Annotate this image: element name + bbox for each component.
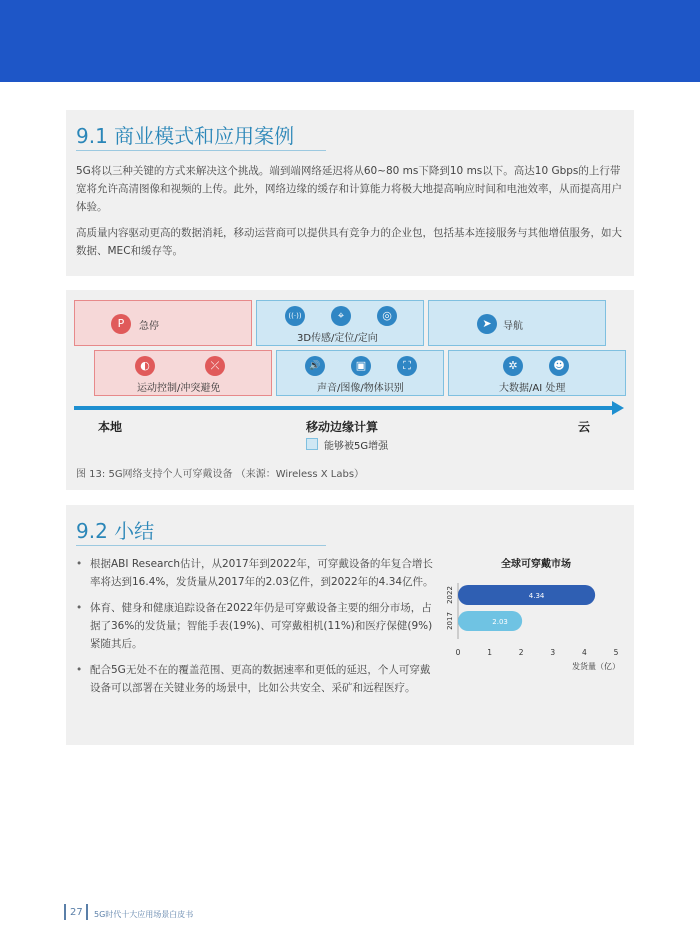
bar-2022 [458,585,595,605]
x-tick-label: 2 [518,648,524,657]
document-title: 5G时代十大应用场景白皮书 [94,910,194,919]
brain-icon: ☻ [549,356,569,376]
box-big-data [448,350,626,396]
continuum-arrow [74,406,614,410]
x-axis-label: 发货量（亿） [572,662,620,671]
figure-caption: 图 13: 5G网络支持个人可穿戴设备 （来源：Wireless X Labs） [76,469,365,480]
image-icon: ▣ [351,356,371,376]
list-item: • 配合5G无处不在的覆盖范围、更高的数据速率和更低的延迟，个人可穿戴设备可以部署在关键业务的场景中，比如公共安全、采矿和远程医疗。 [76,661,436,697]
figure-wearables [66,290,634,490]
legend-label: 能够被5G增强 [324,441,389,452]
section-summary [66,505,634,745]
paragraph: 5G将以三种关键的方式来解决这个挑战。端到端网络延迟将从60~80 ms下降到10 ms以下。高达10 Gbps的上行带宽将允许高清图像和视频的上传。此外，网络边缘的缓存和计算能力将极大地提高响应时间和电池效率，从而提高用户体验。 [76,165,622,213]
x-tick-label: 5 [613,648,619,657]
scan-icon: ⛶ [397,356,417,376]
radio-icon: ((·)) [285,306,305,326]
box-label: 3D传感/定位/定向 [297,333,378,344]
footer-divider [86,904,88,920]
title-divider [76,545,326,546]
paragraph: 高质量内容驱动更高的数据消耗，移动运营商可以提供具有竞争力的企业包，包括基本连接服务与其他增值服务，如大数据、MEC和缓存等。 [76,227,622,257]
network-icon: ✲ [503,356,523,376]
box-sensing [256,300,424,346]
bar-value-label: 2.03 [492,618,508,626]
navigation-icon: ➤ [477,314,497,334]
x-tick-label: 4 [582,648,587,657]
list-item: • 体育、健身和健康追踪设备在2022年仍是可穿戴设备主要的细分市场，占据了36%的发货量；智能手表(19%)、可穿戴相机(11%)和医疗保健(9%)紧随其后。 [76,599,436,653]
title-divider [76,150,326,151]
box-label: 急停 [139,321,159,332]
box-label: 导航 [503,321,523,332]
chart-title: 全球可穿戴市场 [501,559,571,570]
bar-2017 [458,611,522,631]
bar-value-label: 4.34 [528,592,545,600]
section-business-models [66,110,634,276]
arrow-head-icon [612,401,624,415]
x-tick-label: 1 [487,648,492,657]
category-label: 2017 [446,612,454,630]
footer-divider [64,904,66,920]
section-title: 9.2 小结 [76,519,155,543]
header-band [0,0,700,82]
box-navigation [428,300,606,346]
wearables-market-chart [446,555,626,685]
box-motion-control [94,350,272,396]
box-label: 大数据/AI 处理 [499,383,566,394]
x-tick-label: 3 [550,648,556,657]
list-item: • 根据ABI Research估计，从2017年到2022年，可穿戴设备的年复合增长率将达到16.4%，发货量从2017年的2.03亿件，到2022年的4.34亿件。 [76,555,436,591]
orientation-icon: ◎ [377,306,397,326]
location-pin-icon: ⌖ [331,306,351,326]
toggle-icon: ◐ [135,356,155,376]
speaker-icon: 🔊 [305,356,325,376]
box-recognition [276,350,444,396]
section-title: 9.1 商业模式和应用案例 [76,124,295,148]
summary-list [76,555,436,705]
box-label: 运动控制/冲突避免 [137,383,221,394]
axis-label-edge: 移动边缘计算 [306,420,379,434]
category-label: 2022 [446,586,454,604]
box-label: 声音/图像/物体识别 [317,383,404,394]
collision-icon: ⤫ [205,356,225,376]
x-tick-label: 0 [455,648,461,657]
axis-label-local: 本地 [98,420,123,434]
box-emergency-stop [74,300,252,346]
legend-swatch [306,438,318,450]
axis-label-cloud: 云 [578,420,591,434]
page-number: 27 [70,907,83,918]
parking-icon: P [111,314,131,334]
